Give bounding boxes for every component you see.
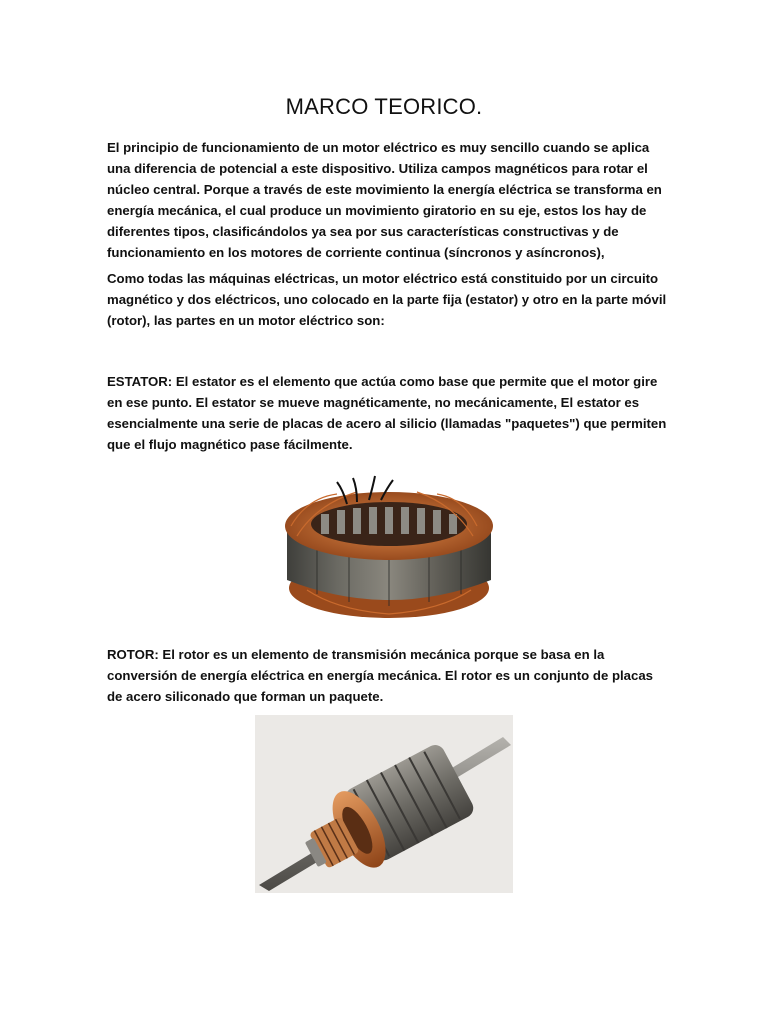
page-title: MARCO TEORICO. bbox=[285, 94, 483, 119]
stator-image bbox=[277, 470, 501, 628]
rotor-image bbox=[255, 715, 513, 893]
paragraph-machines: Como todas las máquinas eléctricas, un motor eléctrico está constituido por un circuito magnético y dos eléctricos, uno colocado en la parte fija (estator) y otro en la parte móvil (rotor), las partes en un motor eléctrico son: bbox=[107, 271, 667, 328]
paragraph-principle: El principio de funcionamiento de un motor eléctrico es muy sencillo cuando se aplica una diferencia de potencial a este dispositivo. Utiliza campos magnéticos para rotar el núcleo central. Porque a través de este movimiento la energía eléctrica se transforma en energía mecánica, el cual produce un movimiento giratorio en su eje, estos los hay de diferentes tipos, clasificándolos ya sea por sus características constructivas y de funcionamiento en los motores de corriente continua (síncronos y asíncronos), bbox=[107, 140, 662, 260]
paragraph-stator: ESTATOR: El estator es el elemento que actúa como base que permite que el motor gire en ese punto. El estator se mueve magnéticamente, no mecánicamente, El estator es esencialmente una serie de placas de acero al silicio (llamadas "paquetes") que permiten que el flujo magnético pase fácilmente. bbox=[107, 374, 667, 452]
paragraph-rotor: ROTOR: El rotor es un elemento de transmisión mecánica porque se basa en la conversión de energía eléctrica en energía mecánica. El rotor es un conjunto de placas de acero siliconado que forman un paquete. bbox=[107, 647, 654, 704]
